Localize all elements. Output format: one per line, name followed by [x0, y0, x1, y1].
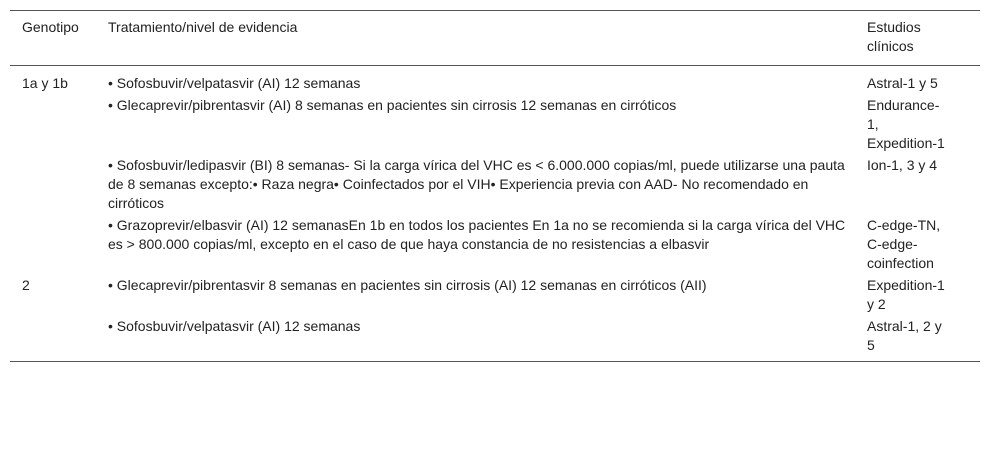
- cell-studies: Astral-1, 2 y 5: [856, 316, 980, 362]
- table-row: [10, 66, 980, 96]
- table-row: [10, 215, 980, 275]
- cell-treatment: • Grazoprevir/elbasvir (AI) 12 semanasEn 1b en todos los pacientes En 1a no se recomienda si la carga vírica del VHC es > 800.000 copias/ml, excepto en el caso de que haya constancia de no resistencias a elbasvir: [108, 217, 846, 252]
- cell-genotype: [10, 215, 98, 275]
- table-header: [10, 11, 980, 66]
- cell-treatment: • Sofosbuvir/velpatasvir (AI) 12 semanas: [98, 316, 856, 362]
- cell-treatment: • Sofosbuvir/ledipasvir (BI) 8 semanas- Si la carga vírica del VHC es < 6.000.000 copias/ml, puede utilizarse una pauta de 8 semanas excepto:• Raza negra• Coinfectados por el VIH• Experiencia previa con AAD- No recomendado en cirróticos: [108, 157, 845, 211]
- table-body: [10, 66, 980, 362]
- cell-studies: Ion-1, 3 y 4: [867, 157, 938, 173]
- cell-studies: C-edge-TN, C-edge-coinfection: [867, 217, 941, 271]
- cell-treatment: • Glecaprevir/pibrentasvir (AI) 8 semanas en pacientes sin cirrosis 12 semanas en cirróticos: [108, 97, 677, 113]
- cell-genotype: 1a y 1b: [22, 75, 68, 91]
- cell-genotype: [10, 316, 98, 362]
- cell-treatment: • Glecaprevir/pibrentasvir 8 semanas en pacientes sin cirrosis (AI) 12 semanas en cirróticos (AII): [108, 277, 707, 293]
- cell-studies: Expedition-1 y 2: [867, 277, 945, 312]
- cell-studies: Endurance-1, Expedition-1: [867, 97, 945, 151]
- cell-genotype: [10, 95, 98, 155]
- table-row: [10, 275, 980, 316]
- cell-genotype: [10, 155, 98, 215]
- header-treatment: Tratamiento/nivel de evidencia: [108, 19, 298, 35]
- cell-studies: Astral-1 y 5: [867, 75, 938, 91]
- header-row: [10, 11, 980, 66]
- table-row: [10, 155, 980, 215]
- table-row: [10, 316, 980, 362]
- header-studies: Estudios clínicos: [867, 19, 921, 54]
- cell-treatment: • Sofosbuvir/velpatasvir (AI) 12 semanas: [108, 75, 361, 91]
- table-row: [10, 95, 980, 155]
- treatment-table: [10, 10, 980, 362]
- cell-genotype: 2: [22, 277, 30, 293]
- header-genotype: Genotipo: [22, 19, 79, 35]
- evidence-table-container: [10, 10, 980, 362]
